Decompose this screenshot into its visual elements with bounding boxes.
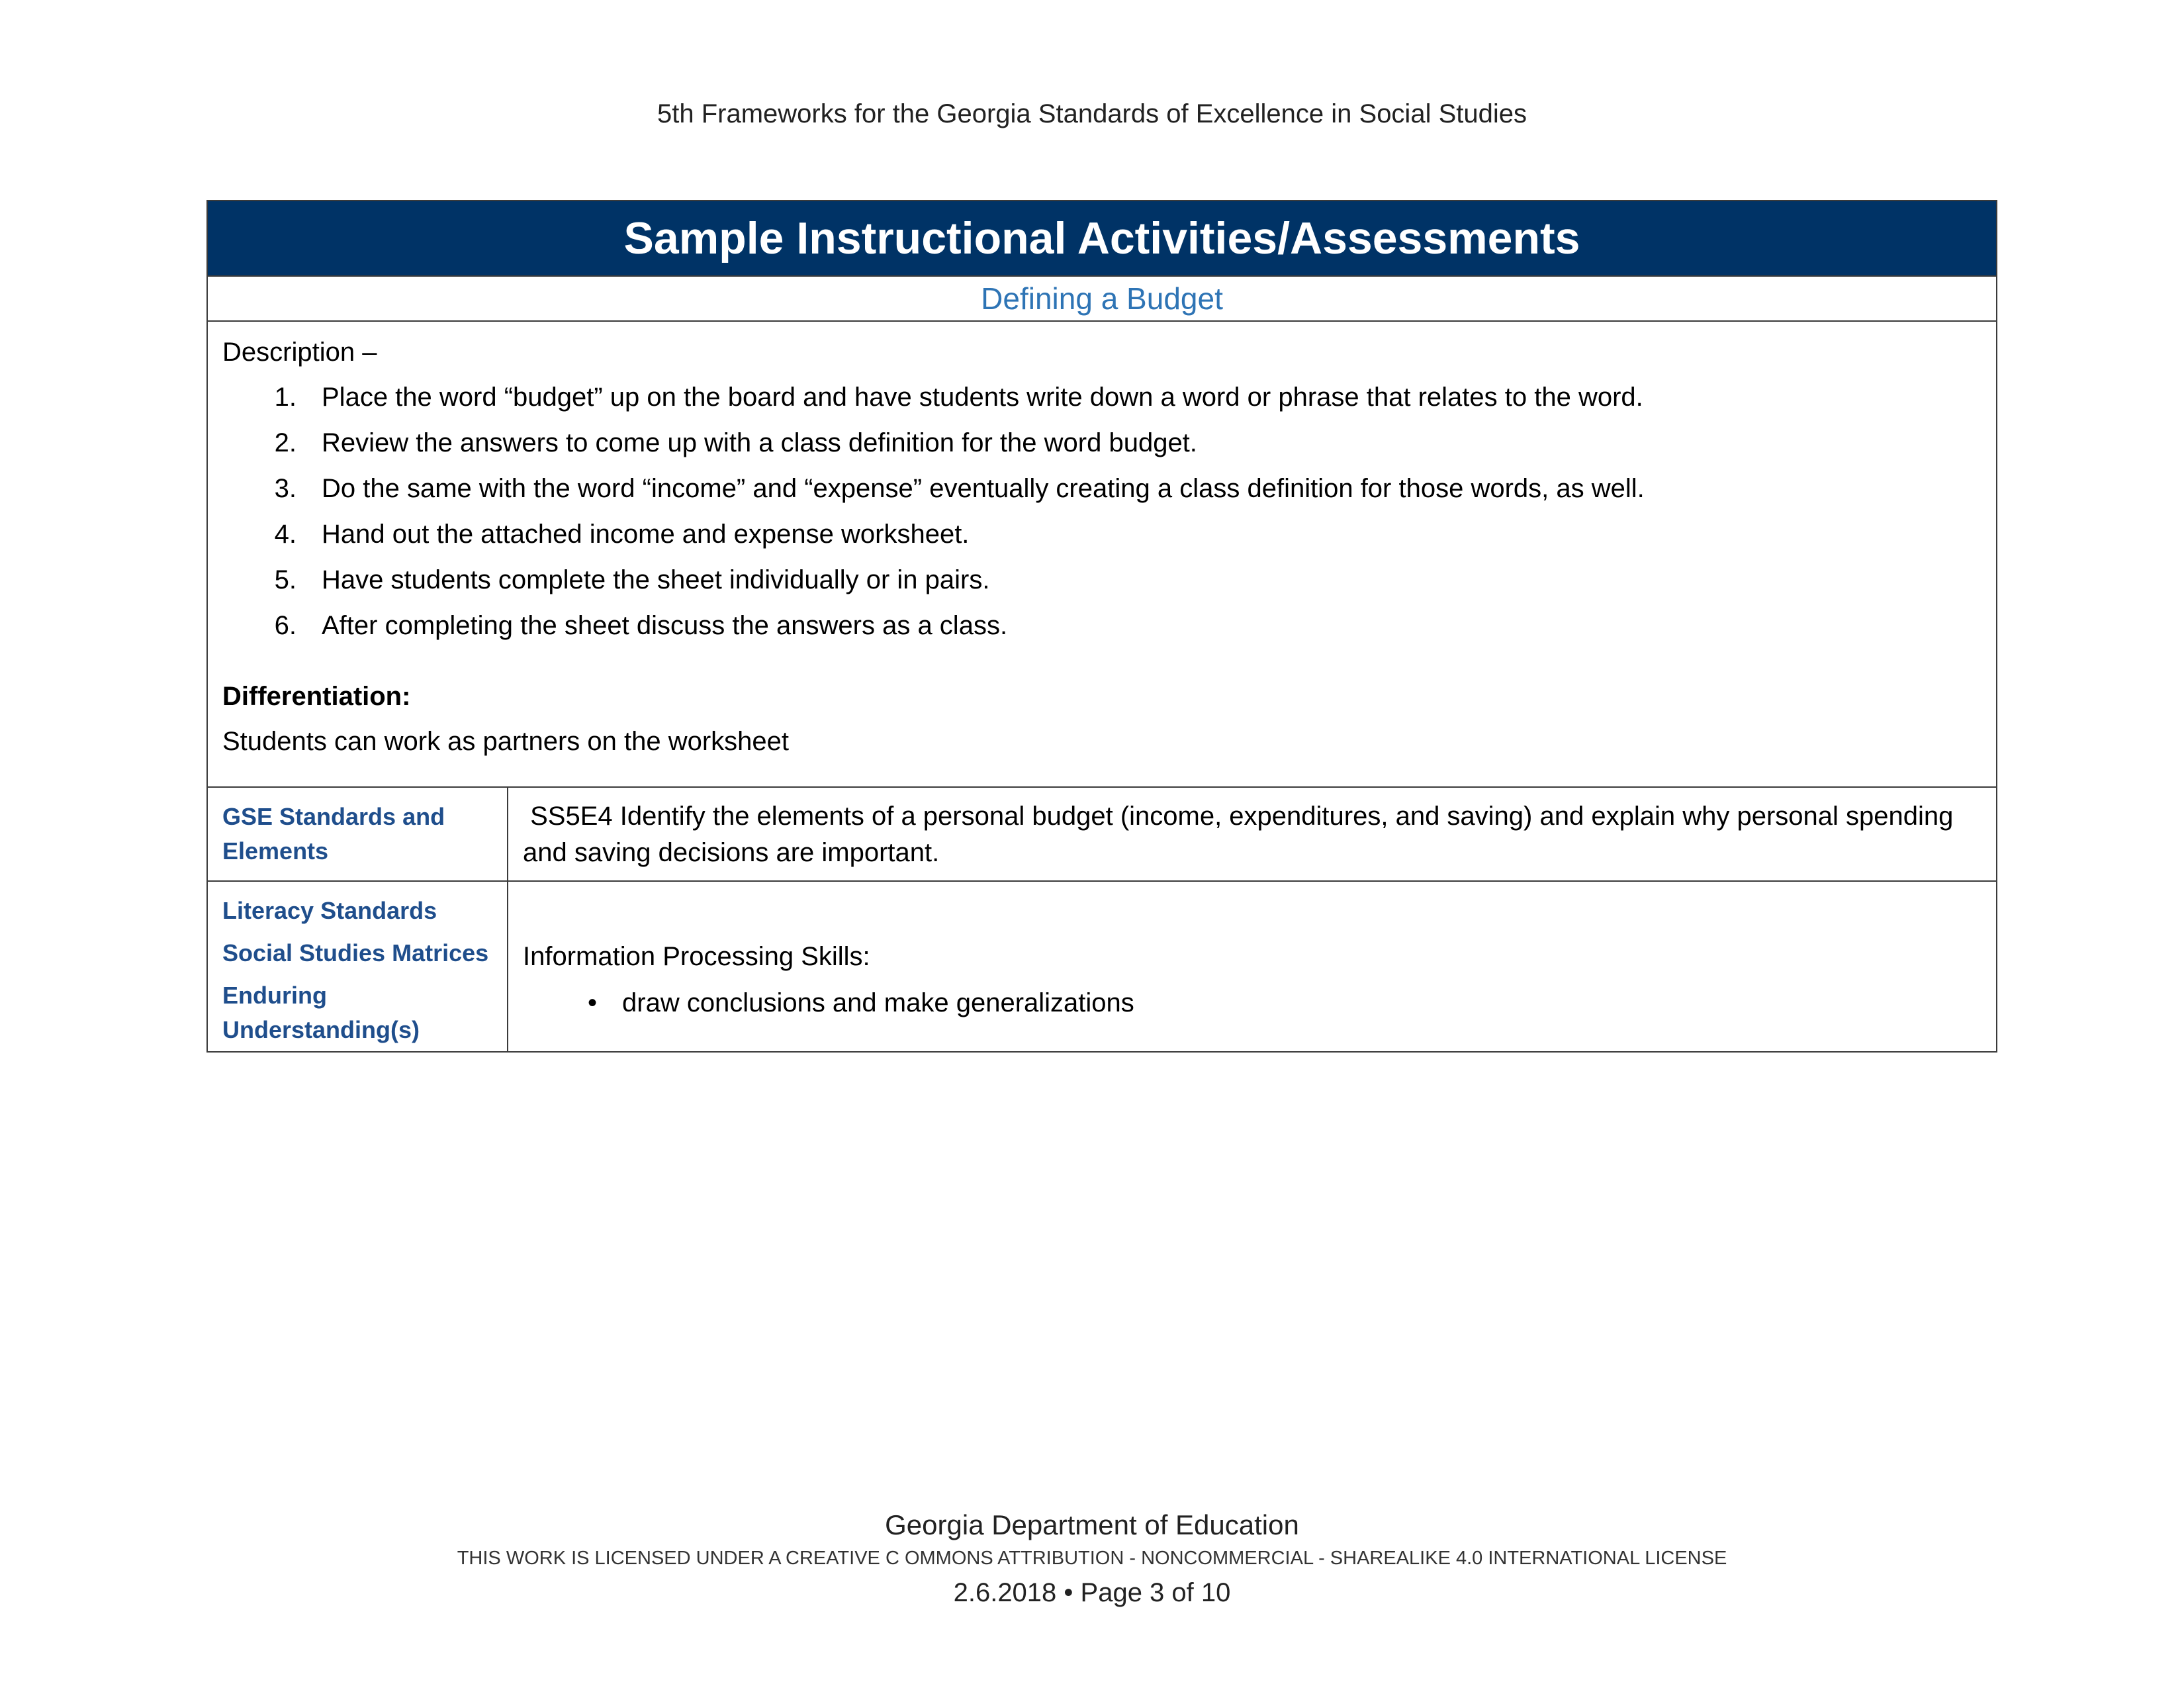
social-studies-matrices-label: Social Studies Matrices xyxy=(222,939,489,966)
step-text: Do the same with the word “income” and “expense” eventually creating a class definition for those words, as well. xyxy=(322,474,1645,503)
activities-table xyxy=(206,200,1997,1053)
description-cell xyxy=(208,322,1996,788)
differentiation-text: Students can work as partners on the worksheet xyxy=(222,727,790,756)
list-item xyxy=(222,603,1983,649)
step-text: After completing the sheet discuss the answers as a class. xyxy=(322,611,1008,640)
bullet-text: draw conclusions and make generalizations xyxy=(622,988,1134,1017)
page-header: 5th Frameworks for the Georgia Standards of Excellence in Social Studies xyxy=(657,99,1527,128)
step-text: Place the word “budget” up on the board and have students write down a word or phrase that relates to the word. xyxy=(322,383,1643,412)
list-item xyxy=(222,375,1983,420)
bullet-icon: • xyxy=(587,988,597,1017)
step-number: 3. xyxy=(274,474,296,503)
list-item xyxy=(222,512,1983,557)
standards-text: SS5E4 Identify the elements of a personal budget (income, expenditures, and saving) and explain why personal spending and saving decisions are important. xyxy=(523,802,1954,867)
step-number: 4. xyxy=(274,520,296,549)
differentiation-label: Differentiation: xyxy=(222,682,411,711)
step-number: 1. xyxy=(274,383,296,412)
footer-license: THIS WORK IS LICENSED UNDER A CREATIVE C OMMONS ATTRIBUTION - NONCOMMERCIAL - SHAREALIKE 4.0 INTERNATIONAL LICENSE xyxy=(457,1548,1727,1569)
table-title: Sample Instructional Activities/Assessments xyxy=(208,201,1996,277)
list-item xyxy=(222,420,1983,466)
list-item xyxy=(523,980,1983,1026)
list-item xyxy=(222,466,1983,512)
enduring-understandings-label: Enduring Understanding(s) xyxy=(222,982,420,1043)
differentiation-block xyxy=(222,674,789,764)
step-number: 5. xyxy=(274,565,296,594)
literacy-content xyxy=(508,882,1996,1051)
literacy-labels xyxy=(208,882,508,1051)
standards-label: GSE Standards and Elements xyxy=(208,788,508,880)
list-item xyxy=(222,557,1983,603)
literacy-standards-label: Literacy Standards xyxy=(222,897,437,924)
footer-page-number: 2.6.2018 • Page 3 of 10 xyxy=(953,1578,1231,1607)
skills-label: Information Processing Skills: xyxy=(523,942,870,971)
steps-list xyxy=(222,375,1983,649)
step-text: Review the answers to come up with a class definition for the word budget. xyxy=(322,428,1197,457)
step-number: 6. xyxy=(274,611,296,640)
footer-org: Georgia Department of Education xyxy=(885,1509,1299,1540)
literacy-row xyxy=(208,882,1996,1051)
standards-row xyxy=(208,788,1996,882)
step-number: 2. xyxy=(274,428,296,457)
description-label: Description – xyxy=(222,338,377,367)
step-text: Have students complete the sheet individually or in pairs. xyxy=(322,565,990,594)
step-text: Hand out the attached income and expense worksheet. xyxy=(322,520,970,549)
activity-title: Defining a Budget xyxy=(208,277,1996,322)
